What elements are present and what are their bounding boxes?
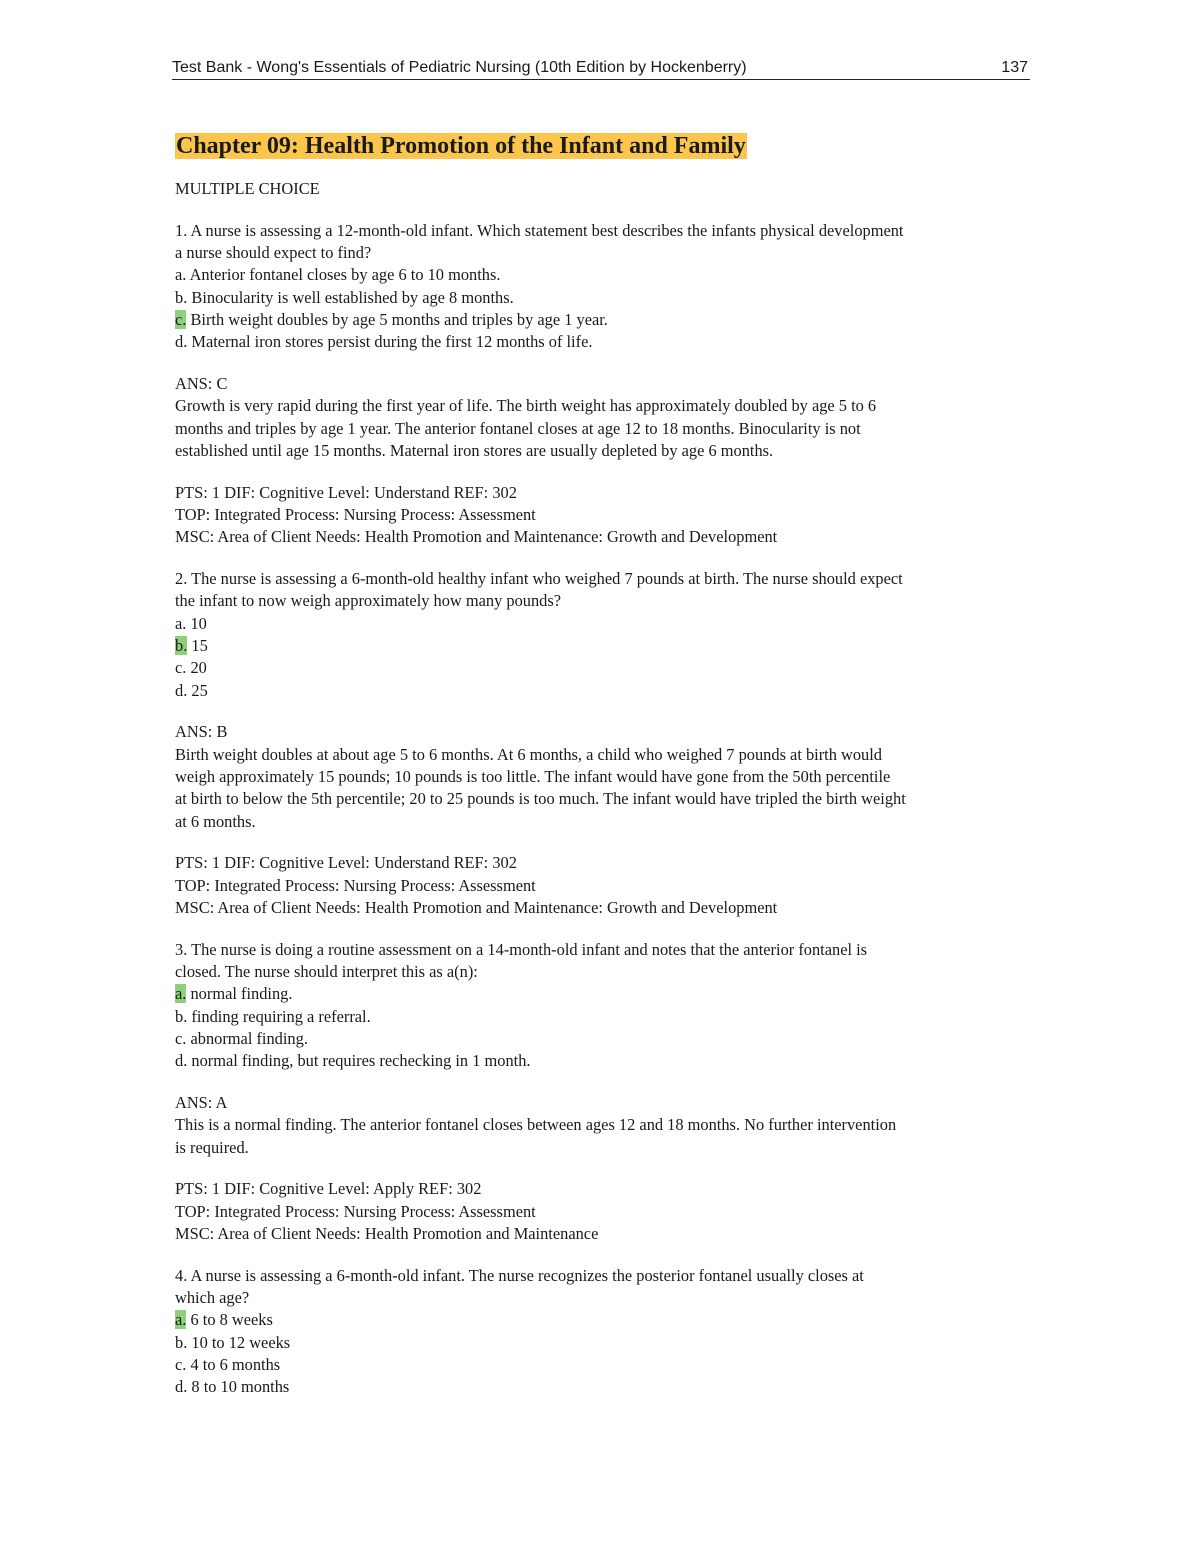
answer-option xyxy=(175,331,1035,353)
rationale-line: at 6 months. xyxy=(175,811,256,831)
option-text: 25 xyxy=(187,680,208,700)
option-text: 6 to 8 weeks xyxy=(186,1310,273,1330)
question-2 xyxy=(175,568,1035,939)
question-meta-line: TOP: Integrated Process: Nursing Process: Assessment xyxy=(175,1201,536,1221)
page-header xyxy=(172,58,1030,80)
option-text: 8 to 10 months xyxy=(187,1377,290,1397)
option-letter: d. xyxy=(175,332,188,352)
chapter-title-text: Chapter 09: Health Promotion of the Infant and Family xyxy=(176,133,746,159)
rationale-line: established until age 15 months. Maternal iron stores are usually depleted by age 6 months. xyxy=(175,440,774,460)
question-stem-line: 1. A nurse is assessing a 12-month-old infant. Which statement best describes the infants physical development xyxy=(175,220,904,240)
question-1 xyxy=(175,220,1035,568)
header-title: Test Bank - Wong's Essentials of Pediatric Nursing (10th Edition by Hockenberry) xyxy=(172,59,747,76)
option-letter: d. xyxy=(175,1051,188,1071)
answer-option xyxy=(175,613,1035,635)
chapter-title xyxy=(175,131,747,161)
question-meta-line: MSC: Area of Client Needs: Health Promotion and Maintenance: Growth and Development xyxy=(175,527,778,547)
answer-key: ANS: A xyxy=(175,1093,228,1113)
answer-option xyxy=(175,680,1035,702)
option-letter: c. xyxy=(175,658,187,678)
option-text: Binocularity is well established by age 8 months. xyxy=(187,287,514,307)
option-text: 15 xyxy=(187,636,208,656)
question-stem-line: 2. The nurse is assessing a 6-month-old healthy infant who weighed 7 pounds at birth. The nurse should expect xyxy=(175,569,903,589)
option-text: 10 xyxy=(186,613,207,633)
page-number: 137 xyxy=(1001,59,1028,76)
question-meta-line: MSC: Area of Client Needs: Health Promotion and Maintenance: Growth and Development xyxy=(175,898,778,918)
answer-key: ANS: B xyxy=(175,722,228,742)
option-text: 4 to 6 months xyxy=(186,1355,281,1375)
answer-key: ANS: C xyxy=(175,374,228,394)
question-stem-line: the infant to now weigh approximately how many pounds? xyxy=(175,591,562,611)
option-letter-highlighted: a. xyxy=(175,984,187,1004)
answer-option xyxy=(175,1050,1035,1072)
option-letter: a. xyxy=(175,265,187,285)
answer-option xyxy=(175,1376,1035,1398)
rationale-line: months and triples by age 1 year. The anterior fontanel closes at age 12 to 18 months. Binocularity is not xyxy=(175,418,861,438)
option-letter: c. xyxy=(175,1355,187,1375)
rationale-line: Growth is very rapid during the first year of life. The birth weight has approximately doubled by age 5 to 6 xyxy=(175,396,877,416)
option-letter: d. xyxy=(175,680,188,700)
answer-option xyxy=(175,1354,1035,1376)
answer-option-correct xyxy=(175,635,1035,657)
option-letter-highlighted: c. xyxy=(175,309,187,329)
question-meta-line: PTS: 1 DIF: Cognitive Level: Understand REF: 302 xyxy=(175,853,517,873)
option-letter: b. xyxy=(175,1006,188,1026)
answer-option xyxy=(175,1028,1035,1050)
question-meta-line: TOP: Integrated Process: Nursing Process: Assessment xyxy=(175,875,536,895)
answer-option xyxy=(175,1332,1035,1354)
answer-option xyxy=(175,287,1035,309)
question-stem-line: which age? xyxy=(175,1288,250,1308)
option-letter: c. xyxy=(175,1029,187,1048)
option-letter-highlighted: a. xyxy=(175,1310,187,1330)
option-letter: d. xyxy=(175,1377,188,1397)
option-letter: b. xyxy=(175,1332,188,1352)
rationale-line: weigh approximately 15 pounds; 10 pounds is too little. The infant would have gone from the 50th percentile xyxy=(175,767,891,787)
answer-option xyxy=(175,657,1035,679)
rationale-line: This is a normal finding. The anterior fontanel closes between ages 12 and 18 months. No further intervention xyxy=(175,1115,897,1135)
option-text: normal finding, but requires rechecking in 1 month. xyxy=(187,1051,531,1071)
option-text: 20 xyxy=(186,658,207,678)
answer-option-correct xyxy=(175,983,1035,1005)
rationale-line: is required. xyxy=(175,1137,249,1157)
option-letter: a. xyxy=(175,613,187,633)
question-stem-line: 4. A nurse is assessing a 6-month-old infant. The nurse recognizes the posterior fontanel usually closes at xyxy=(175,1265,864,1285)
section-label: MULTIPLE CHOICE xyxy=(175,179,320,198)
option-text: Anterior fontanel closes by age 6 to 10 months. xyxy=(186,265,501,285)
answer-option-correct xyxy=(175,309,1035,331)
option-text: Birth weight doubles by age 5 months and triples by age 1 year. xyxy=(186,309,608,329)
question-meta-line: TOP: Integrated Process: Nursing Process: Assessment xyxy=(175,505,536,525)
answer-option-correct xyxy=(175,1309,1035,1331)
option-text: abnormal finding. xyxy=(186,1029,308,1048)
answer-option xyxy=(175,264,1035,286)
question-meta-line: PTS: 1 DIF: Cognitive Level: Understand REF: 302 xyxy=(175,482,517,502)
option-text: normal finding. xyxy=(186,984,293,1004)
rationale-line: at birth to below the 5th percentile; 20 to 25 pounds is too much. The infant would have tripled the birth weight xyxy=(175,789,906,809)
answer-option xyxy=(175,1006,1035,1028)
document-body xyxy=(175,178,1035,1399)
option-text: finding requiring a referral. xyxy=(187,1006,371,1026)
question-meta-line: MSC: Area of Client Needs: Health Promotion and Maintenance xyxy=(175,1224,599,1244)
question-meta-line: PTS: 1 DIF: Cognitive Level: Apply REF: 302 xyxy=(175,1179,482,1199)
question-stem-line: 3. The nurse is doing a routine assessment on a 14-month-old infant and notes that the anterior fontanel is xyxy=(175,939,868,959)
option-text: 10 to 12 weeks xyxy=(187,1332,291,1352)
question-stem-line: a nurse should expect to find? xyxy=(175,243,372,263)
option-letter: b. xyxy=(175,287,188,307)
question-stem-line: closed. The nurse should interpret this as a(n): xyxy=(175,962,478,982)
rationale-line: Birth weight doubles at about age 5 to 6 months. At 6 months, a child who weighed 7 pounds at birth would xyxy=(175,744,882,764)
option-letter-highlighted: b. xyxy=(175,636,188,656)
question-3 xyxy=(175,939,1035,1265)
question-4 xyxy=(175,1265,1035,1399)
option-text: Maternal iron stores persist during the first 12 months of life. xyxy=(187,332,593,352)
